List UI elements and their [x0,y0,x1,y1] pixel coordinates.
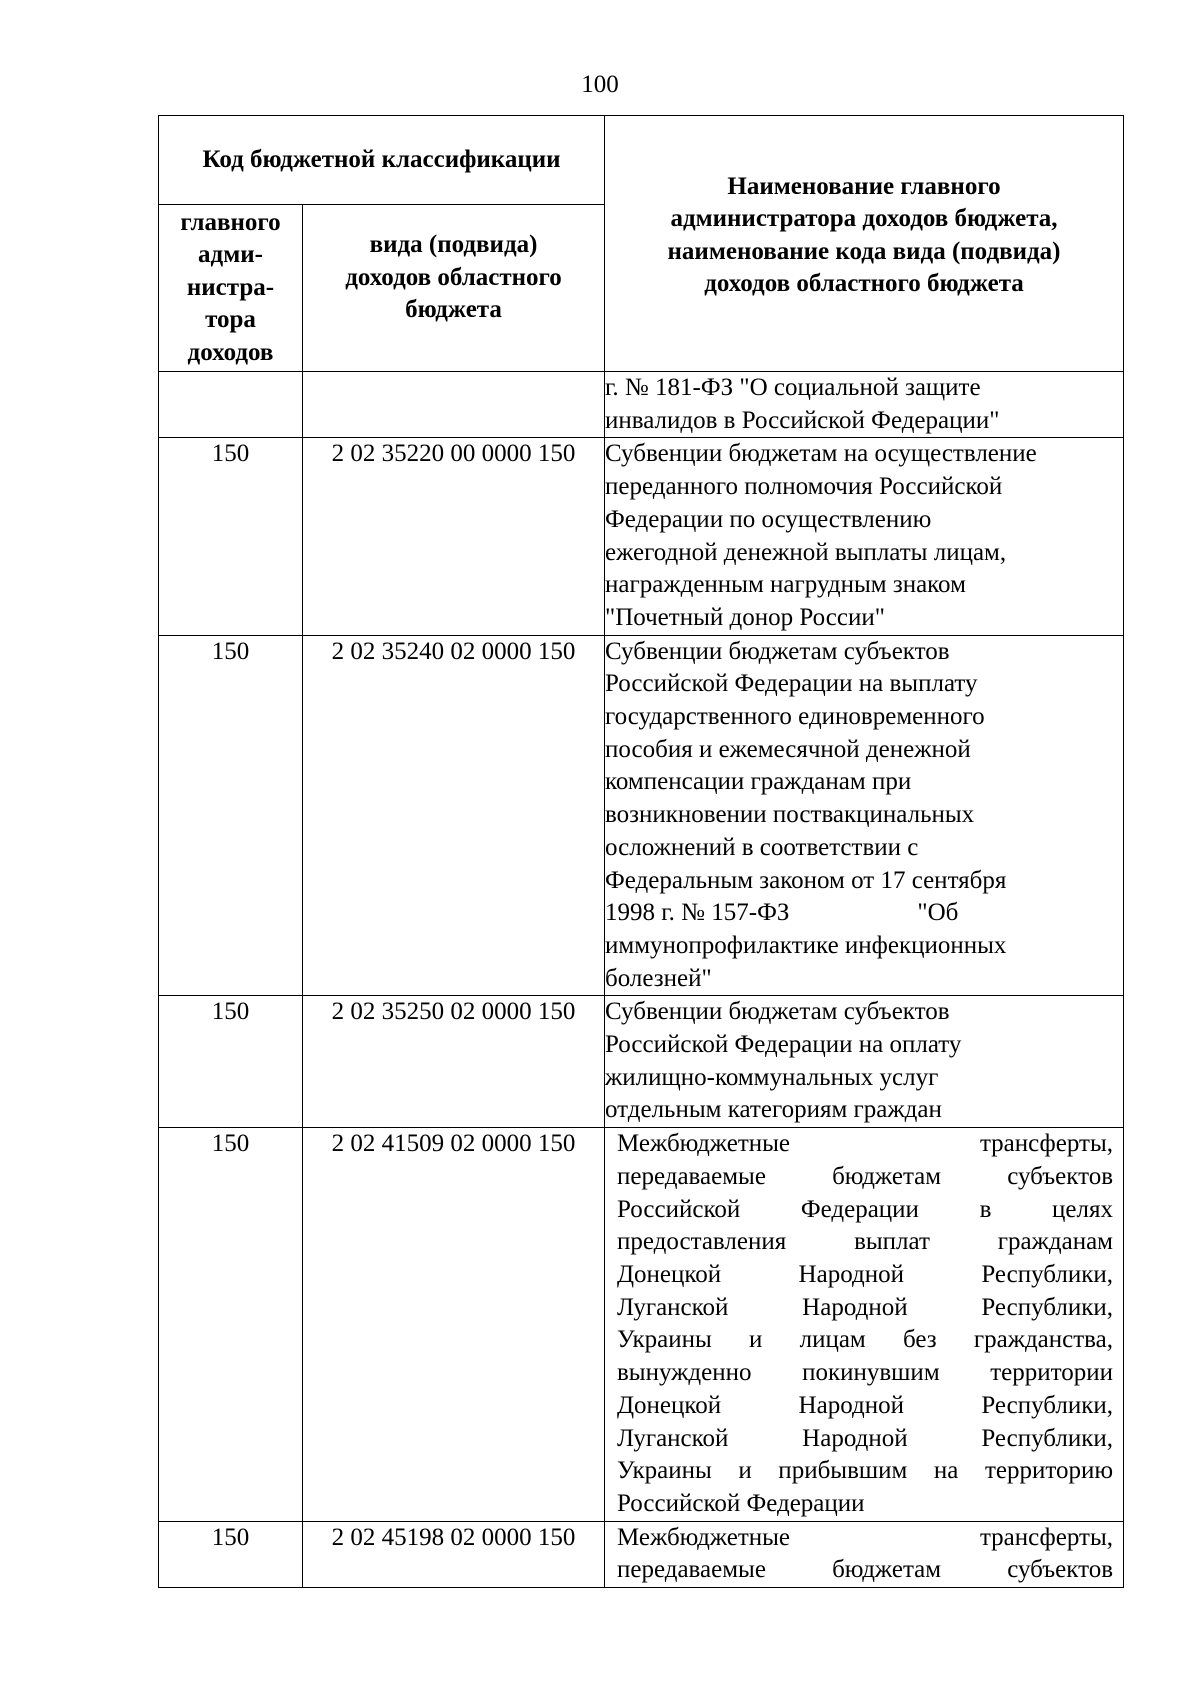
revenue-name-line: Федерации по осуществлению [605,505,932,533]
revenue-name-line: Донецкой Народной Республики, [617,1391,1113,1419]
revenue-name-cell [605,1128,1124,1521]
revenue-name-line: передаваемые бюджетам субъектов [617,1162,1113,1190]
header-name-line: наименование кода вида (подвида) [667,237,1061,265]
revenue-name-line: г. № 181-ФЗ "О социальной защите [605,374,981,401]
revenue-name-line: болезней" [605,964,712,992]
revenue-name-line: осложнений в соответствии с [605,833,919,861]
revenue-name-line: Субвенции бюджетам субъектов [605,637,950,665]
admin-code-cell: 150 [159,635,303,996]
revenue-name-cell [605,1521,1124,1587]
header-admin-line: главного [180,208,281,236]
revenue-name-line: Российской Федерации на выплату [605,670,978,698]
revenue-name-line: Субвенции бюджетам субъектов [605,998,950,1026]
revenue-name-cell [605,372,1124,438]
budget-classification-table [158,115,1124,1588]
revenue-name-line: возникновении поствакцинальных [605,801,975,829]
revenue-name-line: Луганской Народной Республики, [617,1293,1113,1321]
revenue-name-line: Российской Федерации в целях [617,1195,1113,1223]
revenue-name-cell [605,635,1124,996]
revenue-code-cell: 2 02 35220 00 0000 150 [303,438,605,635]
revenue-name-line: иммунопрофилактике инфекционных [605,931,1007,959]
revenue-name-line: 1998 г. № 157-ФЗ "Об [605,899,959,927]
revenue-code-cell: 2 02 45198 02 0000 150 [303,1521,605,1587]
revenue-name-line: Межбюджетные трансферты, [617,1523,1113,1551]
admin-code-cell: 150 [159,1521,303,1587]
header-name-line: Наименование главного [727,172,1001,200]
header-admin-column [159,205,303,372]
revenue-name-line: государственного единовременного [605,703,985,731]
revenue-name-line: пособия и ежемесячной денежной [605,735,971,763]
header-kind-line: вида (подвида) [369,231,538,259]
revenue-name-line: вынужденно покинувшим территории [617,1359,1113,1387]
revenue-name-line: Донецкой Народной Республики, [617,1260,1113,1288]
revenue-code-cell [303,372,605,438]
admin-code-cell: 150 [159,996,303,1128]
revenue-name-line: Украины и лицам без гражданства, [617,1326,1113,1354]
header-name-line: администратора доходов бюджета, [670,205,1058,232]
revenue-code-cell: 2 02 35250 02 0000 150 [303,996,605,1128]
header-kind-line: бюджета [405,296,502,324]
revenue-name-line: Украины и прибывшим на территорию [617,1457,1113,1485]
revenue-name-line: переданного полномочия Российской [605,473,1003,501]
revenue-name-line: Федеральным законом от 17 сентября [605,866,1007,894]
header-name-line: доходов областного бюджета [704,270,1024,297]
revenue-name-line: Луганской Народной Республики, [617,1424,1113,1452]
revenue-name-cell [605,996,1124,1128]
revenue-name-line: Межбюджетные трансферты, [617,1130,1113,1158]
revenue-name-line: инвалидов в Российской Федерации" [605,406,1000,434]
revenue-name-line: Российской Федерации [617,1489,865,1517]
revenue-name-line: отдельным категориям граждан [605,1096,942,1124]
table-row [159,438,1124,635]
page-number: 100 [581,71,619,98]
revenue-name-cell [605,438,1124,635]
table-row [159,635,1124,996]
table-row [159,1521,1124,1587]
revenue-name-line: "Почетный донор России" [605,603,885,631]
header-name-column [605,116,1124,372]
revenue-code-cell: 2 02 35240 02 0000 150 [303,635,605,996]
revenue-name-line: ежегодной денежной выплаты лицам, [605,538,1007,566]
revenue-code-cell: 2 02 41509 02 0000 150 [303,1128,605,1521]
revenue-name-fragment: "Об [917,899,959,927]
revenue-name-line: передаваемые бюджетам субъектов [617,1556,1113,1584]
revenue-name-line: Субвенции бюджетам на осуществление [605,440,1037,468]
header-admin-line: тора [205,306,256,334]
admin-code-cell [159,372,303,438]
table-row [159,372,1124,438]
header-admin-line: нистра- [186,273,275,301]
revenue-name-line: предоставления выплат гражданам [617,1228,1113,1256]
revenue-name-line: Российской Федерации на оплату [605,1031,962,1059]
header-kind-line: доходов областного [345,263,562,291]
revenue-name-line: награжденным нагрудным знаком [605,571,966,599]
header-kind-column [303,205,605,372]
header-budget-classification-code: Код бюджетной классификации [159,116,605,205]
revenue-name-line: жилищно-коммунальных услуг [605,1063,939,1091]
admin-code-cell: 150 [159,438,303,635]
table-row [159,996,1124,1128]
header-admin-line: доходов [187,338,274,366]
revenue-name-line: компенсации гражданам при [605,768,912,796]
table-row [159,1128,1124,1521]
admin-code-cell: 150 [159,1128,303,1521]
header-admin-line: адми- [198,241,263,269]
